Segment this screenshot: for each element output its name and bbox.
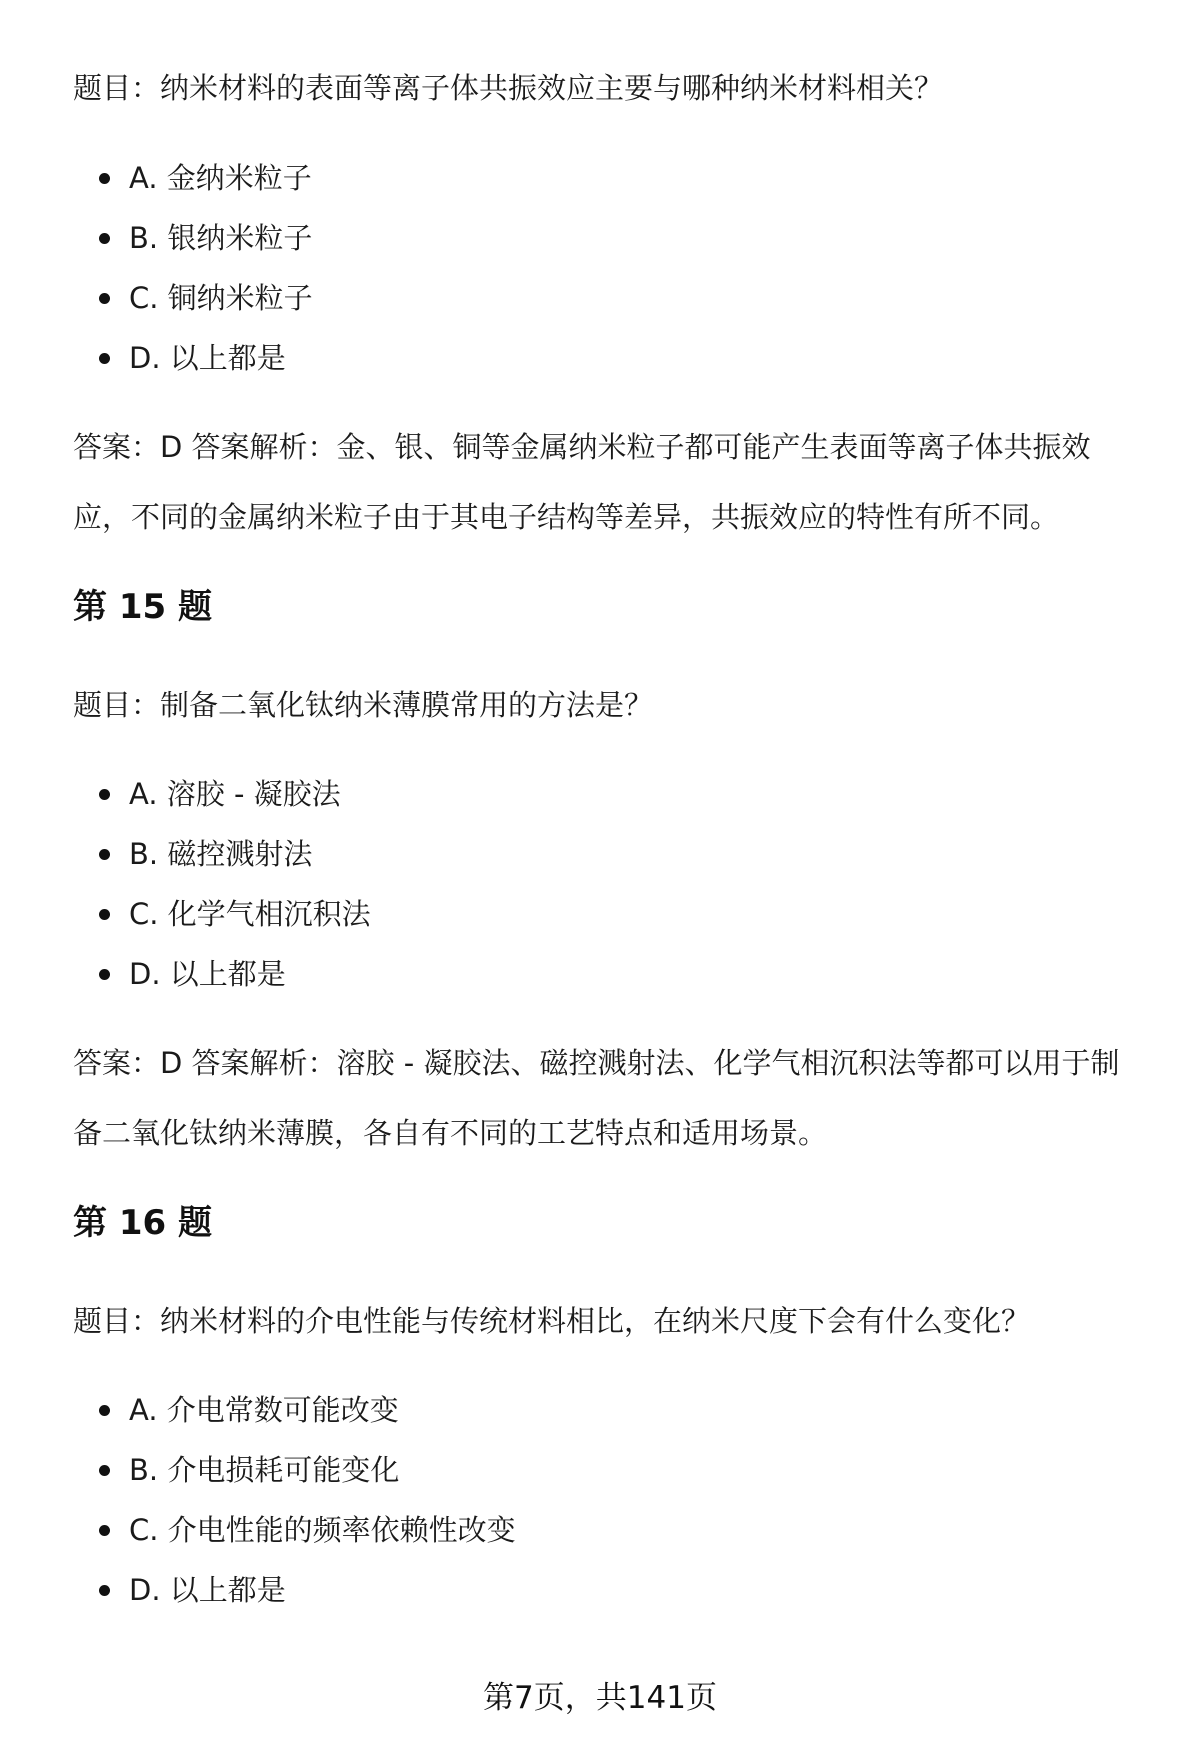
q14-answer-line2: 应，不同的金属纳米粒子由于其电子结构等差异，共振效应的特性有所不同。 bbox=[73, 500, 1060, 534]
q16-option-b: B. 介电损耗可能变化 bbox=[73, 1440, 516, 1500]
bullet-icon bbox=[99, 909, 110, 920]
q15-option-c: C. 化学气相沉积法 bbox=[73, 884, 371, 944]
q15-question: 题目：制备二氧化钛纳米薄膜常用的方法是？ bbox=[73, 688, 654, 722]
q15-option-d: D. 以上都是 bbox=[73, 944, 371, 1004]
q14-answer-line1: 答案：D 答案解析：金、银、铜等金属纳米粒子都可能产生表面等离子体共振效 bbox=[73, 430, 1091, 464]
bullet-icon bbox=[99, 233, 110, 244]
q14-answer bbox=[73, 412, 1153, 552]
q15-answer bbox=[73, 1028, 1153, 1168]
q14-options bbox=[73, 148, 313, 388]
bullet-icon bbox=[99, 173, 110, 184]
q16-option-d: D. 以上都是 bbox=[73, 1560, 516, 1620]
page-number-footer: 第7页，共141页 bbox=[483, 1680, 717, 1716]
bullet-icon bbox=[99, 1465, 110, 1476]
q15-option-a: A. 溶胶 - 凝胶法 bbox=[73, 764, 371, 824]
bullet-icon bbox=[99, 789, 110, 800]
bullet-icon bbox=[99, 1585, 110, 1596]
q16-option-a: A. 介电常数可能改变 bbox=[73, 1380, 516, 1440]
bullet-icon bbox=[99, 353, 110, 364]
q14-option-a: A. 金纳米粒子 bbox=[73, 148, 313, 208]
q14-option-c: C. 铜纳米粒子 bbox=[73, 268, 313, 328]
bullet-icon bbox=[99, 1525, 110, 1536]
q16-option-c: C. 介电性能的频率依赖性改变 bbox=[73, 1500, 516, 1560]
q14-option-d: D. 以上都是 bbox=[73, 328, 313, 388]
q15-options bbox=[73, 764, 371, 1004]
q15-answer-line1: 答案：D 答案解析：溶胶 - 凝胶法、磁控溅射法、化学气相沉积法等都可以用于制 bbox=[73, 1046, 1120, 1080]
q16-heading: 第 16 题 bbox=[73, 1203, 212, 1243]
q15-heading: 第 15 题 bbox=[73, 587, 212, 627]
q14-question: 题目：纳米材料的表面等离子体共振效应主要与哪种纳米材料相关？ bbox=[73, 71, 944, 105]
bullet-icon bbox=[99, 1405, 110, 1416]
bullet-icon bbox=[99, 969, 110, 980]
q15-answer-line2: 备二氧化钛纳米薄膜，各自有不同的工艺特点和适用场景。 bbox=[73, 1116, 828, 1150]
q16-options bbox=[73, 1380, 516, 1620]
q14-option-b: B. 银纳米粒子 bbox=[73, 208, 313, 268]
bullet-icon bbox=[99, 849, 110, 860]
bullet-icon bbox=[99, 293, 110, 304]
q16-question: 题目：纳米材料的介电性能与传统材料相比，在纳米尺度下会有什么变化？ bbox=[73, 1304, 1031, 1338]
q15-option-b: B. 磁控溅射法 bbox=[73, 824, 371, 884]
